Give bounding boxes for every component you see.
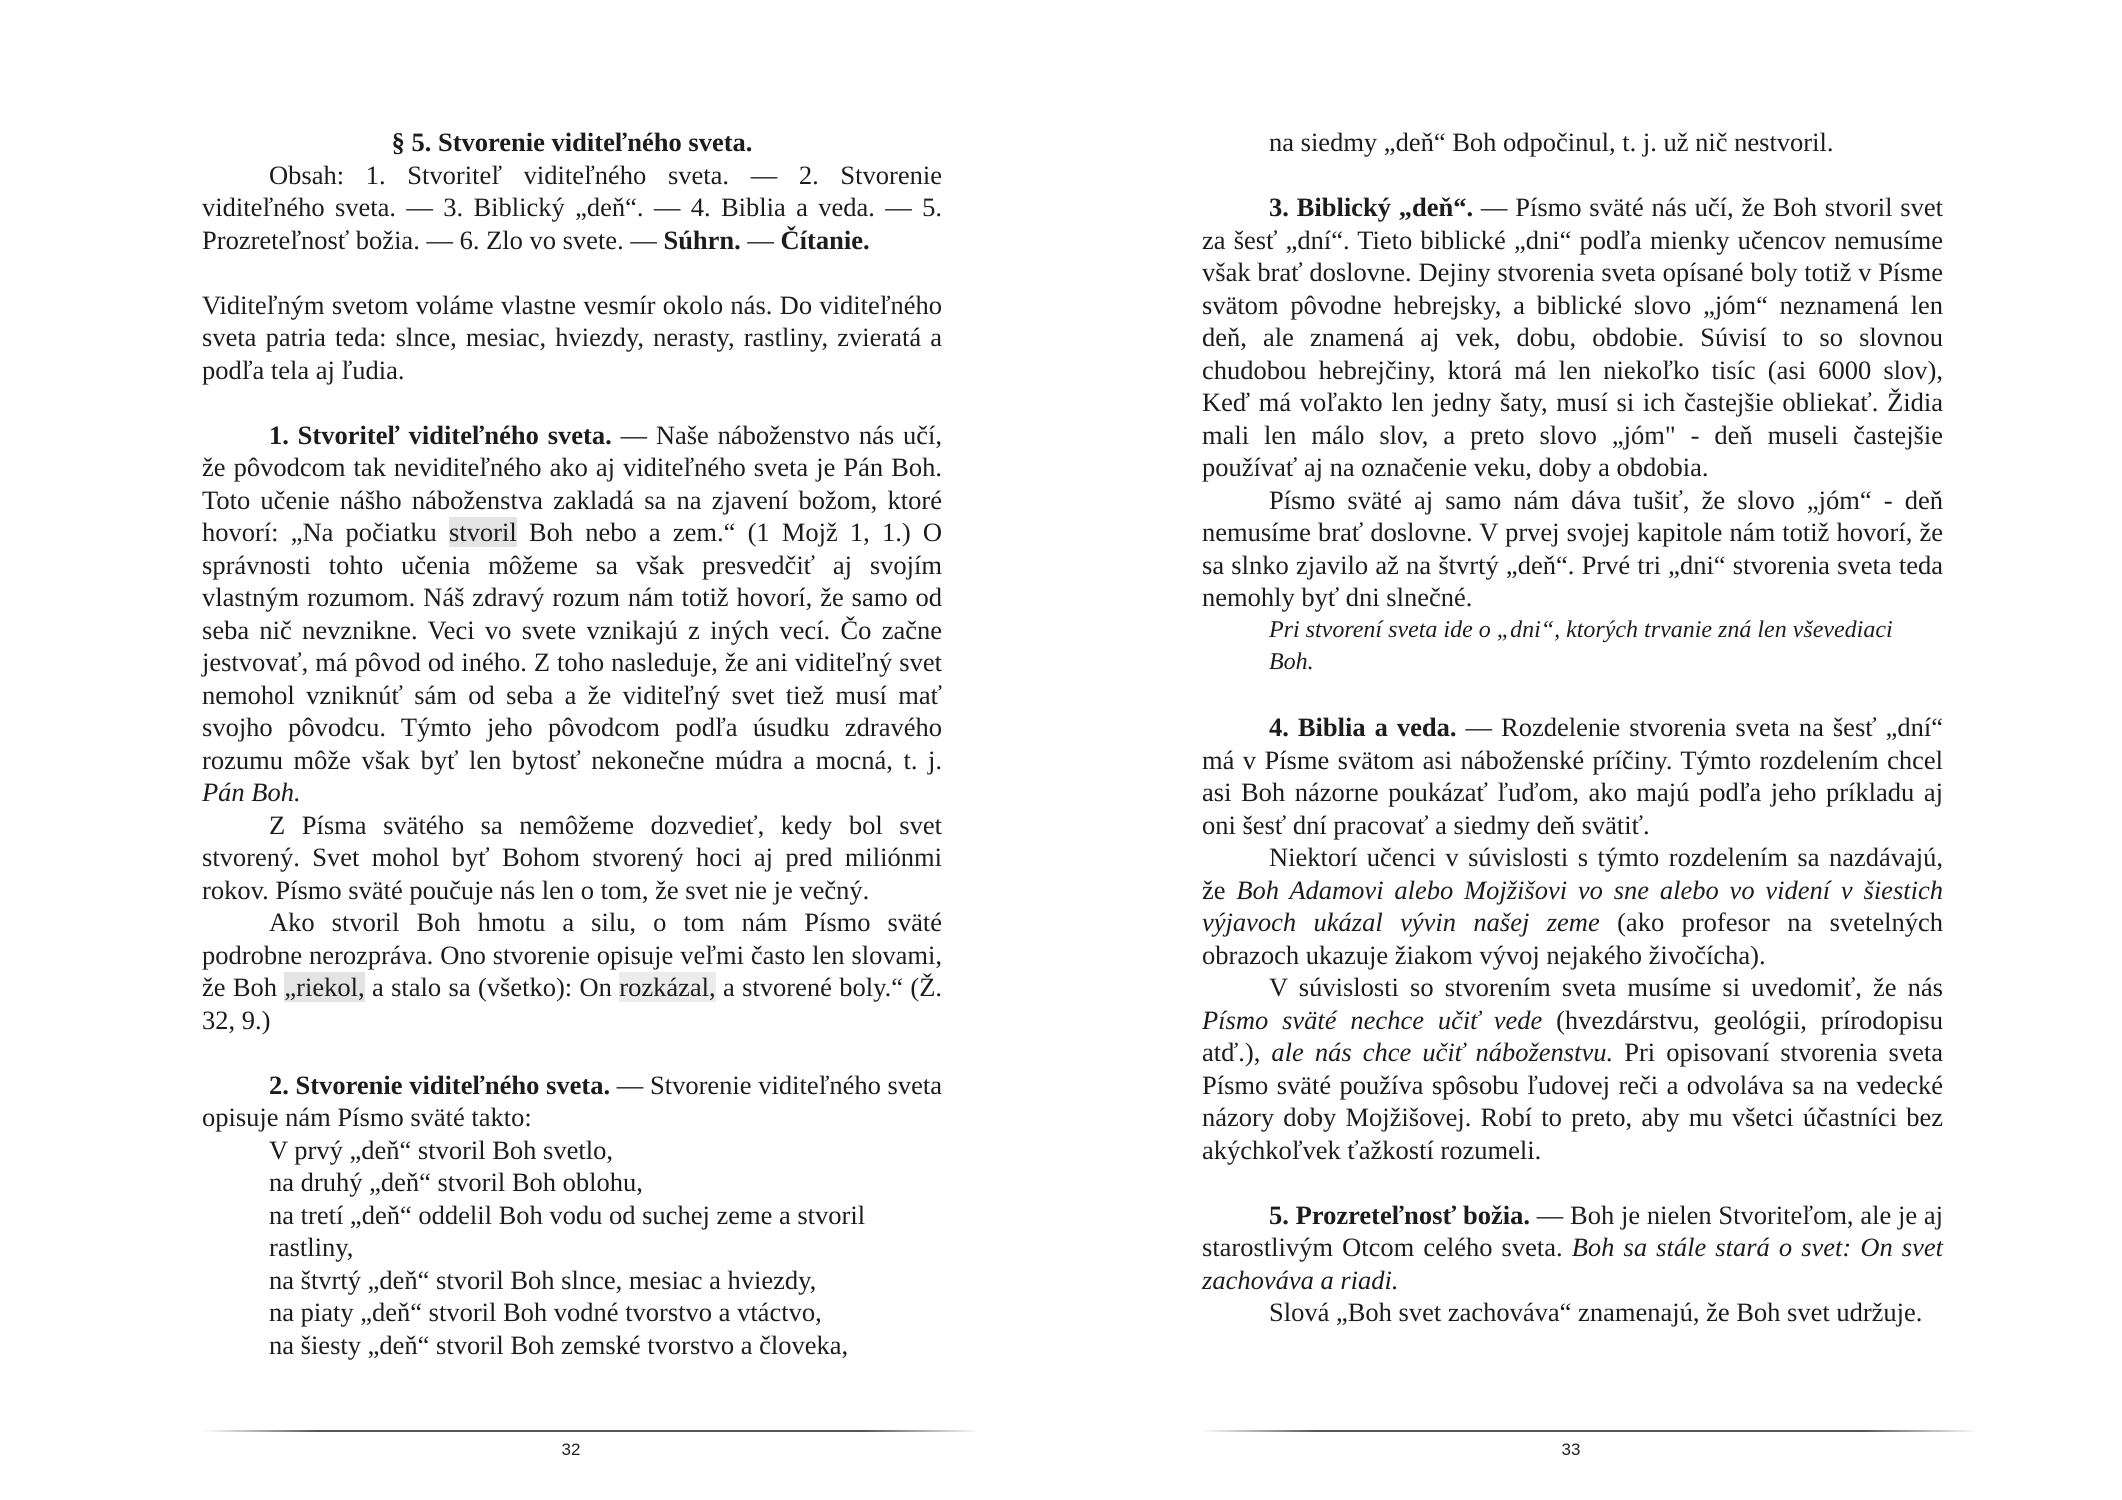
section-3-title: 3. Biblický „deň“. [1269, 192, 1474, 222]
contents-citanie: Čítanie. [780, 224, 870, 255]
highlighted-word-stvoril: stvoril [448, 517, 517, 547]
left-page-body [202, 126, 942, 1361]
highlighted-word-riekol: „riekol, [284, 972, 365, 1002]
list-item: na šiesty „deň“ stvoril Boh zemské tvorstvo a človeka, [269, 1329, 849, 1360]
section-3-paragraph-2: Písmo sväté aj samo nám dáva tušiť, že slovo „jóm“ - deň nemusíme brať doslovne. V prvej svojej kapitole nám totiž hovorí, že sa slnko zjavilo až na štvrtý „deň“. Prvé tri „dni“ stvorenia sveta teda nemohly byť dni slnečné. [1202, 484, 1943, 612]
section-1-p3-a: Ako stvoril Boh hmotu a silu, o tom nám Písmo sväté podrobne nerozpráva. Ono stvorenie opisuje veľmi často len slovami, že Boh [202, 907, 942, 1002]
section-1-paragraph-2: Z Písma svätého sa nemôžeme dozvedieť, kedy bol svet stvorený. Svet mohol byť Bohom stvorený hoci aj pred miliónmi rokov. Písmo sväté poučuje nás len o tom, že svet nie je večný. [202, 809, 942, 905]
section-5-text: — Boh je nielen Stvoriteľom, ale je aj starostlivým Otcom celého sveta. [1202, 1199, 1943, 1262]
section-4-p3-a: V súvislosti so stvorením sveta musíme si uvedomiť, že nás [1269, 972, 1943, 1002]
footer-rule [1201, 1430, 1979, 1432]
contents-text: Obsah: 1. Stvoriteľ viditeľného sveta. — 2. Stvorenie viditeľného sveta. — 3. Biblický „deň“. — 4. Biblia a veda. — 5. Prozreteľnosť božia. — 6. Zlo vo svete. — [202, 159, 942, 255]
section-4-p3-b: (hvezdárstvu, geológii, prírodopisu atď.), [1202, 1004, 1943, 1067]
list-item: V prvý „deň“ stvoril Boh svetlo, [269, 1134, 613, 1165]
section-1-paragraph [202, 419, 942, 809]
section-1-text-a: — Naše náboženstvo nás učí, že pôvodcom tak neviditeľného ako aj viditeľného sveta je Pán Boh. Toto učenie nášho náboženstva zakladá sa na zjavení božom, ktoré hovorí: „Na počiatku [202, 419, 942, 547]
section-1-paragraph-3 [202, 906, 942, 1036]
creation-days-list [202, 1134, 942, 1362]
section-4-title: 4. Biblia a veda. [1269, 712, 1457, 742]
list-item: na tretí „deň“ oddelil Boh vodu od suchej zeme a stvoril rastliny, [269, 1199, 866, 1262]
right-page [1061, 0, 2122, 1500]
section-4-p2-italic: Boh Adamovi alebo Mojžišovi vo sne alebo vo videní v šiestich výjavoch ukázal vývin našej zeme [1202, 874, 1943, 937]
section-4-p3-italic-2: ale nás chce učiť náboženstvu. [1271, 1037, 1614, 1067]
contents-suhrn: Súhrn. [663, 224, 741, 255]
list-item: na siedmy „deň“ Boh odpočinul, t. j. už nič nestvoril. [1269, 127, 1834, 157]
section-5-paragraph [1202, 1199, 1943, 1297]
intro-paragraph: Viditeľným svetom voláme vlastne vesmír okolo nás. Do viditeľného sveta patria teda: slnce, mesiac, hviezdy, nerasty, rastliny, zvieratá a podľa tela aj ľudia. [202, 289, 942, 385]
section-5-paragraph-2: Slová „Boh svet zachováva“ znamenajú, že Boh svet udržuje. [1269, 1297, 1923, 1327]
section-1-p3-b: a stalo sa (všetko): On [364, 972, 620, 1002]
section-5-italic: Boh sa stále stará o svet: On svet zachováva a riadi. [1202, 1232, 1943, 1295]
section-3-paragraph [1202, 191, 1943, 484]
highlighted-word-rozkazal: rozkázal, [619, 972, 716, 1002]
section-5-title: 5. Prozreteľnosť božia. [1269, 1199, 1531, 1230]
section-4-p3-italic-1: Písmo sväté nechce učiť vede [1202, 1004, 1543, 1035]
list-item: na piaty „deň“ stvoril Boh vodné tvorstvo a vtáctvo, [269, 1297, 822, 1327]
chapter-heading: § 5. Stvorenie viditeľného sveta. [391, 127, 753, 157]
right-page-body [1202, 126, 1943, 1329]
section-4-p3-c: Pri opisovaní stvorenia sveta Písmo sväté používa spôsobu ľudovej reči a odvoláva sa na vedecké názory doby Mojžišovej. Robí to preto, aby mu všetci účastníci bez akýchkoľvek ťažkostí rozumeli. [1202, 1037, 1944, 1165]
footer-rule [202, 1430, 980, 1432]
section-2-title: 2. Stvorenie viditeľného sveta. [269, 1069, 611, 1100]
page-number: 32 [561, 1440, 581, 1459]
section-4-text: — Rozdelenie stvorenia sveta na šesť „dní“ má v Písme svätom asi náboženské príčiny. Týmto rozdelením chcel asi Boh názorne poukázať ľuďom, ako majú podľa jeho príkladu aj oni šesť dní pracovať a siedmy deň svätiť. [1202, 712, 1943, 840]
section-2-paragraph [202, 1069, 942, 1134]
section-4-p2-b: (ako profesor na svetelných obrazoch ukazuje žiakom vývoj nejakého živočícha). [1202, 907, 1943, 970]
section-2-text: — Stvorenie viditeľného sveta opisuje nám Písmo sväté takto: [202, 1069, 942, 1132]
list-item: na druhý „deň“ stvoril Boh oblohu, [269, 1167, 643, 1197]
section-3-italic-note: Pri stvorení sveta ide o „dni“, ktorých trvanie zná len vševediaci Boh. [1269, 616, 1893, 675]
chapter-contents [202, 159, 942, 257]
section-4-paragraph-3 [1202, 971, 1943, 1166]
section-1-text-b: Boh nebo a zem.“ (1 Mojž 1, 1.) O správnosti tohto učenia môžeme sa však presvedčiť aj svojím vlastným rozumom. Náš zdravý rozum nám totiž hovorí, že samo od seba nič nevznikne. Veci vo svete vznikajú z iných vecí. Čo začne jestvovať, má pôvod od iného. Z toho nasleduje, že ani viditeľný svet nemohol vzniknúť sám od seba a že viditeľný svet tiež musí mať svojho pôvodcu. Týmto jeho pôvodcom podľa úsudku zdravého rozumu môže však byť len bytosť nekonečne múdra a mocná, t. j. [202, 517, 942, 775]
section-4-p2-a: Niektorí učenci v súvislosti s týmto rozdelením sa nazdávajú, že [1202, 842, 1943, 905]
section-4-paragraph-2 [1202, 841, 1943, 971]
section-1-italic-end: Pán Boh. [202, 777, 301, 807]
contents-separator: — [740, 224, 781, 255]
section-3-text: — Písmo sväté nás učí, že Boh stvoril svet za šesť „dní“. Tieto biblické „dni“ podľa mienky učencov nemusíme však brať doslovne. Dejiny stvorenia sveta opísané boly totiž v Písme svätom pôvodne hebrejsky, a biblické slovo „jóm“ neznamená len deň, ale znamená aj vek, dobu, obdobie. Súvisí to so slovnou chudobou hebrejčiny, ktorá má len niekoľko tisíc (asi 6000 slov), Keď má voľakto len jedny šaty, musí si ich častejšie obliekať. Židia mali len málo slov, a preto slovo „jóm" - deň museli častejšie používať aj na označenie veku, doby a obdobia. [1202, 192, 1943, 482]
section-1-title: 1. Stvoriteľ viditeľného sveta. [269, 419, 612, 450]
section-4-paragraph [1202, 711, 1943, 841]
list-item: na štvrtý „deň“ stvoril Boh slnce, mesiac a hviezdy, [269, 1264, 817, 1295]
page-number: 33 [1561, 1440, 1581, 1459]
section-1-p3-c: a stvorené boly.“ (Ž. 32, 9.) [202, 972, 943, 1035]
